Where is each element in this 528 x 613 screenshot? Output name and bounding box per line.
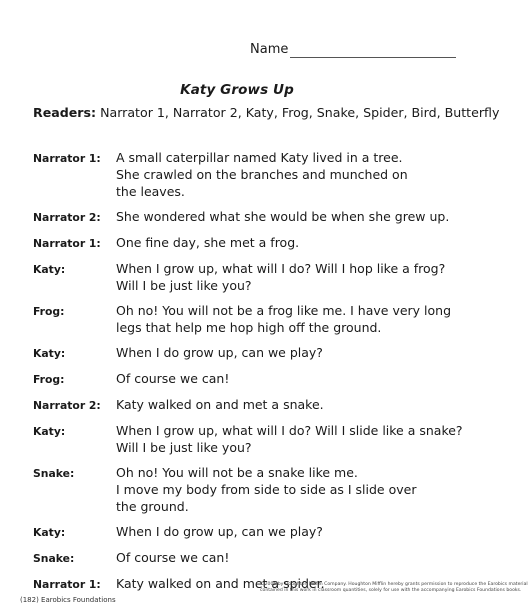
speech-text <box>116 260 463 294</box>
speech-line: She crawled on the branches and munched on <box>116 167 408 182</box>
name-label: Name <box>250 42 289 57</box>
speech-line: Of course we can! <box>116 550 230 565</box>
speaker-label: Narrator 1: <box>33 578 101 591</box>
name-blank-line <box>290 44 456 58</box>
script-line <box>33 302 463 336</box>
footer-page-label: (182) Earobics Foundations <box>20 596 116 604</box>
script-line <box>33 549 463 567</box>
copyright-line: contained in this work in classroom quantities, solely for use with the accompanying Earobics Foundations books. <box>260 588 522 593</box>
speech-text <box>116 549 463 566</box>
speaker-label: Snake: <box>33 467 75 480</box>
speech-line: Will I be just like you? <box>116 440 252 455</box>
speech-line: One fine day, she met a frog. <box>116 235 300 250</box>
speech-line: legs that help me hop high off the ground. <box>116 320 382 335</box>
script-lines <box>33 149 528 593</box>
speaker-label: Narrator 2: <box>33 399 101 412</box>
speech-line: I move my body from side to side as I slide over <box>116 482 417 497</box>
speech-text <box>116 149 463 200</box>
speech-line: She wondered what she would be when she grew up. <box>116 209 450 224</box>
script-line <box>33 396 463 414</box>
speech-line: When I do grow up, can we play? <box>116 345 323 360</box>
script-line <box>33 149 463 200</box>
script-line <box>33 208 463 226</box>
readers-line <box>33 105 500 120</box>
script-line <box>33 422 463 456</box>
page-title: Katy Grows Up <box>180 82 294 98</box>
speaker-label: Narrator 1: <box>33 237 101 250</box>
readers-label: Readers: <box>33 105 97 120</box>
speech-text <box>116 234 463 251</box>
name-field <box>250 42 456 58</box>
script-line <box>33 344 463 362</box>
speech-text <box>116 523 463 540</box>
speech-line: When I grow up, what will I do? Will I slide like a snake? <box>116 423 463 438</box>
speech-text <box>116 370 463 387</box>
speech-line: Oh no! You will not be a frog like me. I have very long <box>116 303 452 318</box>
script-line <box>33 234 463 252</box>
speech-text <box>116 422 463 456</box>
speaker-label: Snake: <box>33 552 75 565</box>
speech-text <box>116 208 463 225</box>
speech-text <box>116 396 463 413</box>
speech-line: the ground. <box>116 499 189 514</box>
speech-line: Of course we can! <box>116 371 230 386</box>
script-line <box>33 523 463 541</box>
speech-line: Katy walked on and met a snake. <box>116 397 324 412</box>
speech-line: Katy walked on and met a spider. <box>116 576 325 591</box>
speech-line: When I do grow up, can we play? <box>116 524 323 539</box>
copyright-line: ©2006 by Houghton Mifflin Company. Houghton Mifflin hereby grants permission to reproduce the Earobics material <box>260 582 528 587</box>
speech-text <box>116 344 463 361</box>
speech-line: Will I be just like you? <box>116 278 252 293</box>
speech-text <box>116 464 463 515</box>
script-line <box>33 260 463 294</box>
speaker-label: Katy: <box>33 425 66 438</box>
speech-line: A small caterpillar named Katy lived in a tree. <box>116 150 403 165</box>
readers-list: Narrator 1, Narrator 2, Katy, Frog, Snake, Spider, Bird, Butterfly <box>100 105 500 120</box>
speaker-label: Katy: <box>33 347 66 360</box>
speaker-label: Narrator 1: <box>33 152 101 165</box>
speech-line: When I grow up, what will I do? Will I hop like a frog? <box>116 261 446 276</box>
speaker-label: Narrator 2: <box>33 211 101 224</box>
speaker-label: Frog: <box>33 373 65 386</box>
speaker-label: Katy: <box>33 263 66 276</box>
footer-copyright <box>260 582 528 594</box>
speaker-label: Katy: <box>33 526 66 539</box>
speaker-label: Frog: <box>33 305 65 318</box>
script-line <box>33 464 463 515</box>
speech-line: Oh no! You will not be a snake like me. <box>116 465 358 480</box>
speech-text <box>116 302 463 336</box>
script-line <box>33 370 463 388</box>
speech-line: the leaves. <box>116 184 185 199</box>
